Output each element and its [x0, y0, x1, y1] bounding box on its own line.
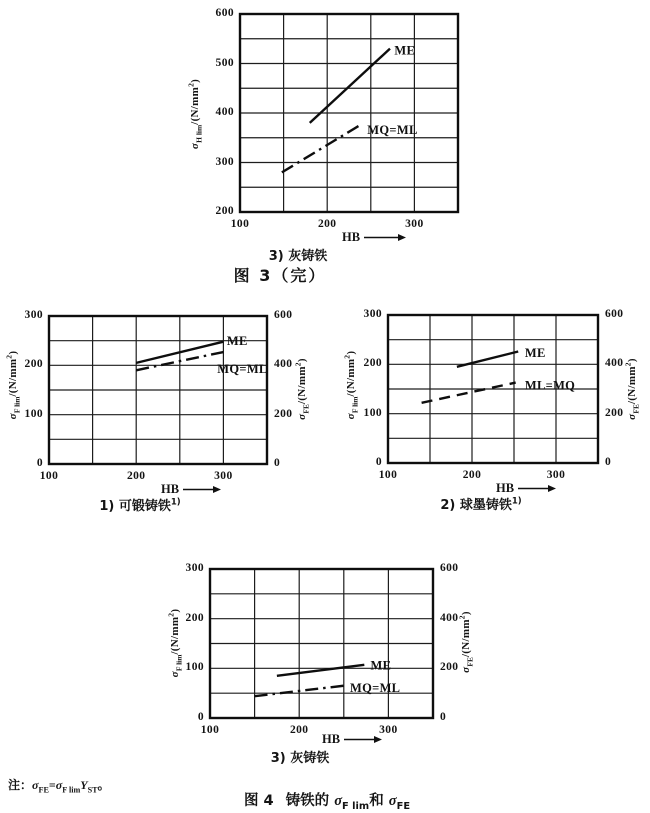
- x-axis-label: HB: [322, 732, 382, 747]
- tick-label: 200: [215, 205, 234, 217]
- series-label: MQ=ML: [350, 681, 401, 696]
- tick-label: 300: [405, 218, 424, 230]
- figure4-malleable-cast-iron-chart: [4, 309, 311, 514]
- sigma-symbol: σ: [189, 142, 202, 150]
- tick-label: 300: [185, 562, 204, 574]
- chart-caption: 1) 可锻铸铁$^{1)}$: [99, 497, 181, 514]
- footnote: 注：$\sigma_{FE}=\sigma_{F lim}Y_{ST}$。: [8, 778, 110, 795]
- chart-caption: 2) 球墨铸铁$^{1)}$: [440, 496, 522, 513]
- tick-label: 300: [546, 469, 566, 481]
- sigma-symbol: σ: [334, 793, 343, 809]
- figure4-nodular-cast-iron-chart: [342, 308, 641, 513]
- tick-label: 200: [289, 724, 309, 736]
- tick-label: 100: [230, 218, 250, 230]
- sigma-symbol: σ: [626, 413, 639, 420]
- figure3-gray-cast-iron-chart: [186, 7, 458, 285]
- x-axis-label: HB: [342, 230, 406, 245]
- y-axis-label-right: $\sigma_{FE}/(N/mm^2)$: [457, 611, 475, 673]
- arrow-right-icon: [364, 233, 406, 242]
- tick-label: 600: [274, 309, 293, 321]
- x-axis-label: HB: [161, 482, 221, 497]
- series-label: MQ=ML: [217, 362, 268, 377]
- tick-label: 300: [215, 155, 234, 168]
- tick-label: 200: [126, 470, 146, 482]
- series-label: ME: [524, 345, 546, 360]
- tick-label: 100: [200, 724, 220, 736]
- tick-label: 0: [197, 711, 204, 723]
- series-line-ME: [310, 49, 390, 123]
- x-axis-label: HB: [496, 481, 556, 496]
- tick-label: 0: [36, 457, 43, 469]
- tick-label: 400: [605, 357, 624, 370]
- tick-label: 200: [185, 611, 204, 624]
- chart-caption: 3) 灰铸铁: [268, 249, 328, 264]
- series-label: ME: [226, 334, 248, 349]
- sigma-symbol: σ: [169, 671, 182, 678]
- figure-label: 图 3（完）: [233, 266, 327, 285]
- y-axis-label-right: $\sigma_{FE}/(N/mm^2)$: [293, 358, 311, 420]
- series-label: MQ=ML: [367, 122, 418, 137]
- series-label: ME: [394, 43, 416, 58]
- tick-label: 600: [605, 308, 624, 320]
- tick-label: 100: [39, 470, 59, 482]
- sigma-symbol: σ: [296, 413, 309, 420]
- series-label: ME: [370, 658, 392, 673]
- plot-area: [49, 316, 267, 464]
- tick-label: 600: [215, 7, 234, 19]
- chart-caption: 3) 灰铸铁: [270, 751, 330, 766]
- figure4-title: 图 4 铸铁的 $\sigma_{F lim}$和 $\sigma_{FE}$: [244, 793, 411, 812]
- tick-label: 200: [274, 407, 293, 420]
- tick-label: 200: [363, 357, 382, 370]
- series-line-ML=MQ: [422, 383, 516, 403]
- sigma-symbol: σ: [345, 413, 358, 420]
- tick-label: 100: [185, 661, 204, 674]
- plot-area: [210, 569, 433, 718]
- tick-label: 400: [440, 611, 459, 624]
- sigma-symbol: σ: [460, 666, 473, 673]
- tick-label: 0: [375, 456, 382, 468]
- tick-label: 400: [215, 106, 234, 118]
- figure4-gray-cast-iron-chart: [166, 562, 475, 766]
- footnote-marker: 1): [511, 496, 522, 507]
- sigma-symbol: σ: [32, 778, 39, 792]
- tick-label: 100: [24, 407, 43, 420]
- tick-label: 0: [274, 457, 281, 469]
- series-line-MQ=ML: [282, 124, 362, 173]
- sigma-symbol: σ: [7, 413, 20, 420]
- y-axis-label-left: $\sigma_{F lim}/(N/mm^2)$: [342, 350, 360, 420]
- tick-label: 300: [379, 724, 398, 736]
- plot-area: [388, 315, 598, 463]
- tick-label: 400: [274, 358, 293, 371]
- y-axis-label-right: $\sigma_{FE}/(N/mm^2)$: [623, 358, 641, 420]
- tick-label: 600: [440, 562, 459, 574]
- tick-label: 100: [363, 406, 382, 419]
- sigma-symbol: σ: [55, 778, 63, 792]
- tick-label: 200: [462, 469, 482, 481]
- y-axis-label-left: $\sigma_{F lim}/(N/mm^2)$: [4, 350, 22, 420]
- tick-label: 200: [24, 358, 43, 371]
- tick-label: 300: [214, 470, 233, 482]
- tick-label: 300: [24, 309, 43, 321]
- tick-label: 200: [605, 406, 624, 419]
- tick-label: 0: [440, 711, 447, 723]
- series-label: ML=MQ: [524, 378, 576, 393]
- sigma-symbol: σ: [388, 793, 397, 809]
- y-axis-label: $\sigma_{H lim}/(N/mm^2)$: [186, 78, 204, 150]
- tick-label: 200: [317, 218, 337, 230]
- series-line-ME: [277, 665, 364, 676]
- y-axis-label-left: $\sigma_{F lim}/(N/mm^2)$: [166, 608, 184, 678]
- plot-area: [240, 14, 458, 212]
- arrow-right-icon: [518, 484, 556, 493]
- footnote-marker: 1): [170, 497, 181, 508]
- tick-label: 300: [363, 308, 382, 320]
- tick-label: 500: [215, 56, 234, 69]
- arrow-right-icon: [183, 485, 221, 494]
- tick-label: 100: [378, 469, 398, 481]
- tick-label: 200: [440, 661, 459, 674]
- tick-label: 0: [605, 456, 612, 468]
